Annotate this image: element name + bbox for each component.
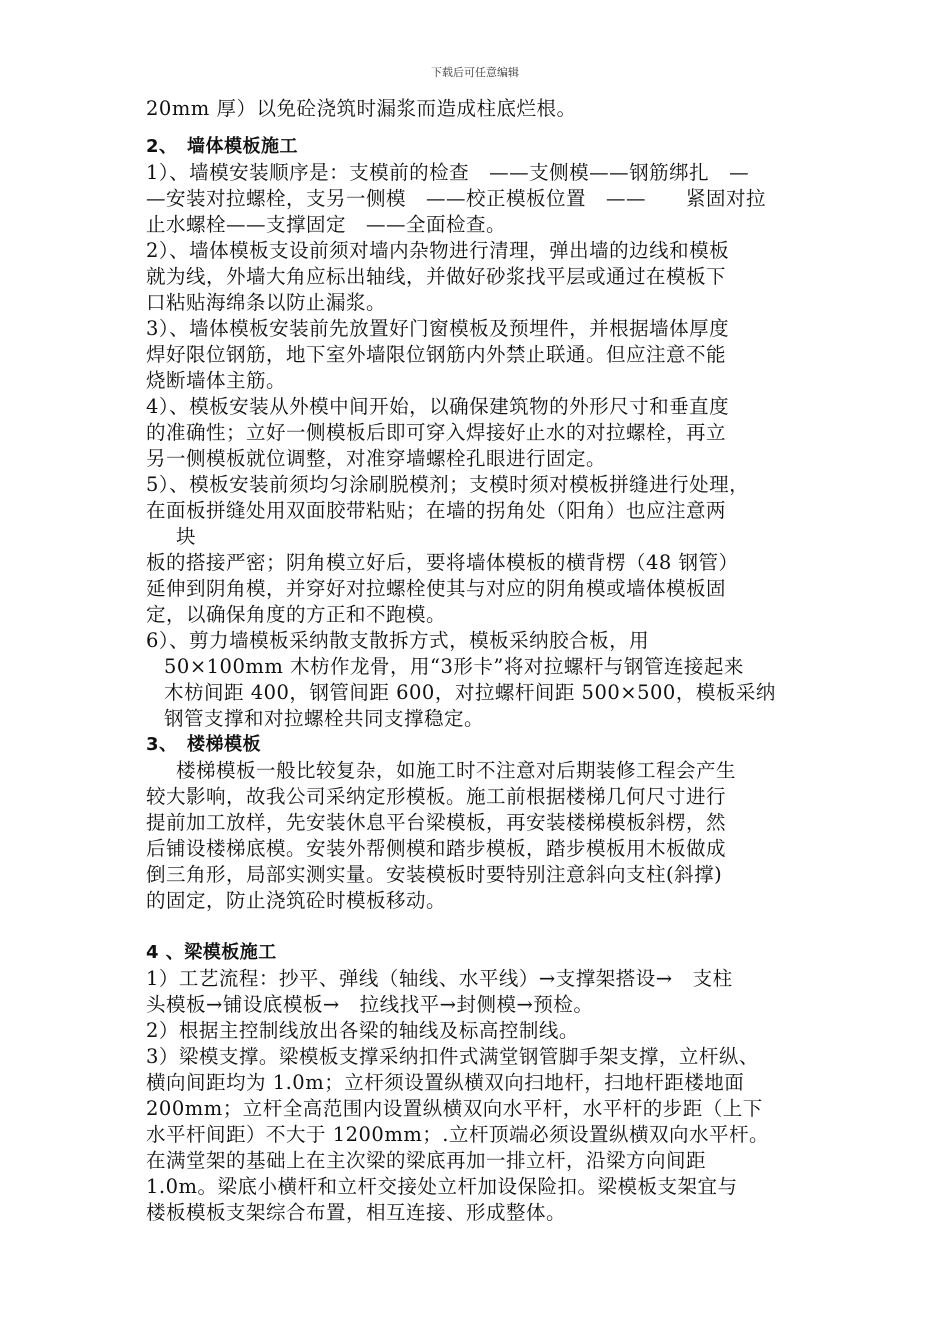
text-line: 倒三角形，局部实测实量。安装模板时要特别注意斜向支柱(斜撑)	[146, 863, 723, 886]
text-line: 5）、模板安装前须均匀涂刷脱模剂；支模时须对模板拼缝进行处理，	[146, 473, 750, 496]
text-line: 焊好限位钢筋，地下室外墙限位钢筋内外禁止联通。但应注意不能	[146, 343, 727, 366]
text-line: 水平杆间距）不大于 1200mm；.立杆顶端必须设置纵横双向水平杆。	[146, 1123, 770, 1146]
text-line: 板的搭接严密；阴角模立好后，要将墙体模板的横背楞（48 钢管）	[146, 551, 739, 574]
text-line: 口粘贴海绵条以防止漏浆。	[146, 291, 387, 314]
text-line: 在满堂架的基础上在主次梁的梁底再加一排立杆，沿梁方向间距	[146, 1149, 707, 1172]
text-line: 在面板拼缝处用双面胶带粘贴；在墙的拐角处（阳角）也应注意两	[146, 499, 727, 522]
text-line: 块	[176, 525, 197, 548]
text-line: 的固定，防止浇筑砼时模板移动。	[146, 889, 447, 912]
text-line: 钢管支撑和对拉螺栓共同支撑稳定。	[164, 707, 485, 730]
text-line: 1.0m。梁底小横杆和立杆交接处立杆加设保险扣。梁模板支架宜与	[146, 1175, 738, 1198]
text-line: 楼板模板支架综合布置，相互连接、形成整体。	[146, 1201, 567, 1224]
text-line: 后铺设楼梯底模。安装外帮侧模和踏步模板，踏步模板用木板做成	[146, 837, 727, 860]
text-line: 烧断墙体主筋。	[146, 369, 287, 392]
text-line: 4）、模板安装从外模中间开始，以确保建筑物的外形尺寸和垂直度	[146, 395, 730, 418]
section-heading-beam-formwork: 4 、梁模板施工	[146, 942, 277, 963]
document-body	[146, 96, 818, 1226]
text-line: 6）、剪力墙模板采纳散支散拆方式，模板采纳胶合板，用	[146, 629, 650, 652]
text-line: 另一侧模板就位调整，对准穿墙螺栓孔眼进行固定。	[146, 447, 607, 470]
text-line: 提前加工放样，先安装休息平台梁模板，再安装楼梯模板斜楞，然	[146, 811, 727, 834]
text-line: 止水螺栓——支撑固定 ——全面检查。	[146, 213, 507, 236]
section-heading-stair-formwork: 3、 楼梯模板	[146, 734, 262, 755]
text-line: 1）、墙模安装顺序是：支模前的检查 ——支侧模——钢筋绑扎 —	[146, 161, 750, 184]
text-line: 延伸到阴角模，并穿好对拉螺栓使其与对应的阴角模或墙体模板固	[146, 577, 727, 600]
text-line: —安装对拉螺栓，支另一侧模 ——校正模板位置 —— 紧固对拉	[146, 187, 767, 210]
text-line: 就为线，外墙大角应标出轴线，并做好砂浆找平层或通过在模板下	[146, 265, 727, 288]
text-line: 较大影响，故我公司采纳定形模板。施工前根据楼梯几何尺寸进行	[146, 785, 727, 808]
text-line: 定，以确保角度的方正和不跑模。	[146, 603, 447, 626]
section-heading-wall-formwork: 2、 墙体模板施工	[146, 136, 299, 157]
text-line: 3）、墙体模板安装前先放置好门窗模板及预埋件，并根据墙体厚度	[146, 317, 730, 340]
text-line: 楼梯模板一般比较复杂，如施工时不注意对后期装修工程会产生	[176, 759, 737, 782]
text-line: 1）工艺流程：抄平、弹线（轴线、水平线）→支撑架搭设→ 支柱	[146, 967, 733, 990]
text-line: 200mm；立杆全高范围内设置纵横双向水平杆，水平杆的步距（上下	[146, 1097, 763, 1120]
text-line: 50×100mm 木枋作龙骨，用“3形卡”将对拉螺杆与钢管连接起来	[164, 655, 744, 678]
text-line: 3）梁模支撑。梁模板支撑采纳扣件式满堂钢管脚手架支撑，立杆纵、	[146, 1045, 759, 1068]
text-line: 2）根据主控制线放出各梁的轴线及标高控制线。	[146, 1019, 579, 1042]
text-line: 2）、墙体模板支设前须对墙内杂物进行清理，弹出墙的边线和模板	[146, 239, 730, 262]
text-line: 头模板→铺设底模板→ 拉线找平→封侧模→预检。	[146, 993, 594, 1016]
text-line: 横向间距均为 1.0m；立杆须设置纵横双向扫地杆，扫地杆距楼地面	[146, 1071, 745, 1094]
page-header: 下载后可任意编辑	[431, 66, 519, 79]
text-line: 20mm 厚）以免砼浇筑时漏浆而造成柱底烂根。	[146, 97, 577, 120]
text-line: 木枋间距 400，钢管间距 600，对拉螺杆间距 500×500，模板采纳	[164, 681, 776, 704]
text-line: 的准确性；立好一侧模板后即可穿入焊接好止水的对拉螺栓，再立	[146, 421, 727, 444]
